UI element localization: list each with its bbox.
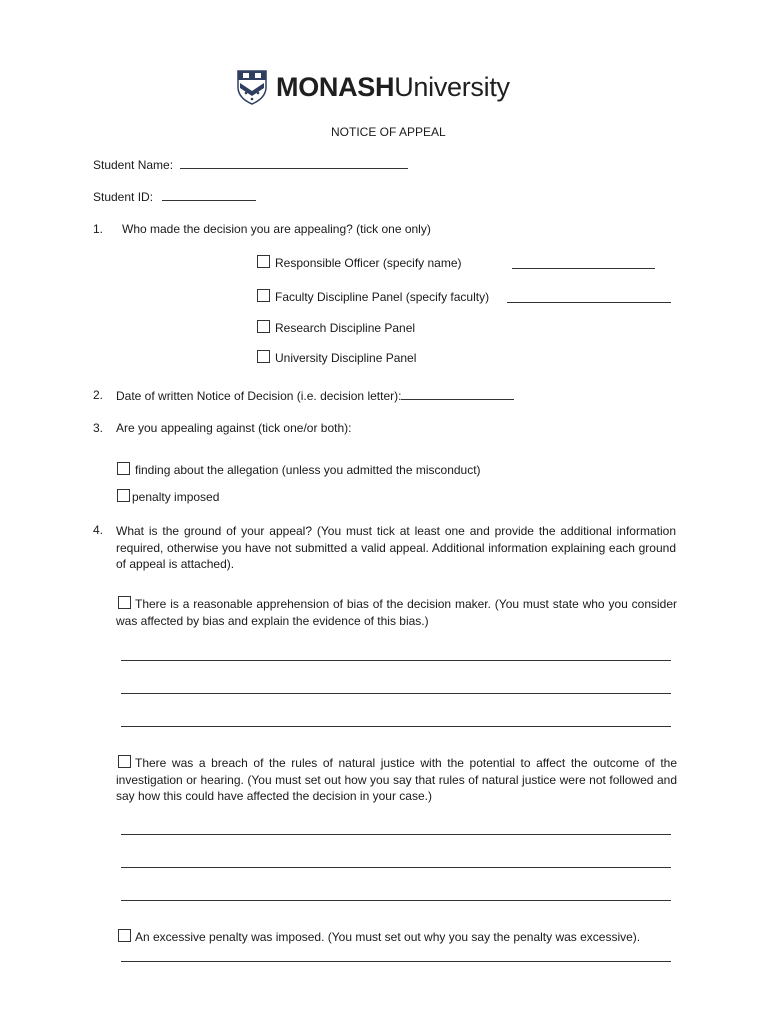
student-id-label: Student ID: [93,190,154,204]
checkbox[interactable] [257,255,270,268]
student-name-field[interactable] [180,157,408,169]
option-label: finding about the allegation (unless you admitted the misconduct) [135,463,481,477]
crest-icon [236,69,268,105]
checkbox[interactable] [118,929,131,942]
checkbox[interactable] [257,289,270,302]
q2-text: Date of written Notice of Decision (i.e. decision letter): [116,389,402,403]
option-label: University Discipline Panel [275,351,417,365]
student-name-row [93,157,408,172]
checkbox[interactable] [118,755,131,768]
q2-row [116,388,514,403]
answer-line[interactable] [121,834,671,835]
q1-number: 1. [93,222,104,236]
q4-text: What is the ground of your appeal? (You must tick at least one and provide the additional information required, otherwise you have not submitted a valid appeal. Additional information explaining each ground of appeal is attached). [116,524,676,571]
ground-natural-justice [116,755,677,805]
answer-line[interactable] [121,867,671,868]
responsible-officer-name-field[interactable] [512,257,655,269]
checkbox[interactable] [118,596,131,609]
q3-option-finding[interactable] [117,462,481,477]
answer-line[interactable] [121,693,671,694]
ground-text: There was a breach of the rules of natural justice with the potential to affect the outcome of the investigation or hearing. (You must set out how you say that rules of natural justice were not followed and say how this could have affected the decision in your case.) [116,756,677,803]
monash-logo [236,68,510,106]
q1-option-research-panel[interactable] [257,320,415,335]
decision-date-field[interactable] [401,388,514,400]
q4-number: 4. [93,523,104,537]
q3-text: Are you appealing against (tick one/or both): [116,421,352,435]
q1-option-faculty-panel[interactable] [257,289,489,304]
student-id-field[interactable] [162,189,256,201]
page-title: NOTICE OF APPEAL [331,125,446,139]
q1-option-university-panel[interactable] [257,350,416,365]
answer-line[interactable] [121,961,671,962]
checkbox[interactable] [117,489,130,502]
q3-option-penalty[interactable] [117,489,219,504]
option-label: Responsible Officer (specify name) [275,256,462,270]
checkbox[interactable] [257,320,270,333]
logo-wordmark: MONASHUniversity [276,71,510,102]
q3-number: 3. [93,421,104,435]
answer-line[interactable] [121,726,671,727]
option-label: Faculty Discipline Panel (specify faculty) [275,290,490,304]
ground-excessive-penalty [116,929,677,946]
ground-text: An excessive penalty was imposed. (You must set out why you say the penalty was excessive). [135,930,641,944]
answer-line[interactable] [121,660,671,661]
checkbox[interactable] [117,462,130,475]
answer-line[interactable] [121,900,671,901]
option-label: Research Discipline Panel [275,321,416,335]
checkbox[interactable] [257,350,270,363]
student-name-label: Student Name: [93,158,174,172]
q1-option-responsible-officer[interactable] [257,255,462,270]
faculty-name-field[interactable] [507,291,671,303]
student-id-row [93,189,256,204]
q2-number: 2. [93,388,104,402]
q1-text: Who made the decision you are appealing? (tick one only) [122,222,431,236]
option-label: penalty imposed [132,490,220,504]
ground-bias [116,596,677,629]
ground-text: There is a reasonable apprehension of bias of the decision maker. (You must state who you consider was affected by bias and explain the evidence of this bias.) [116,597,677,628]
